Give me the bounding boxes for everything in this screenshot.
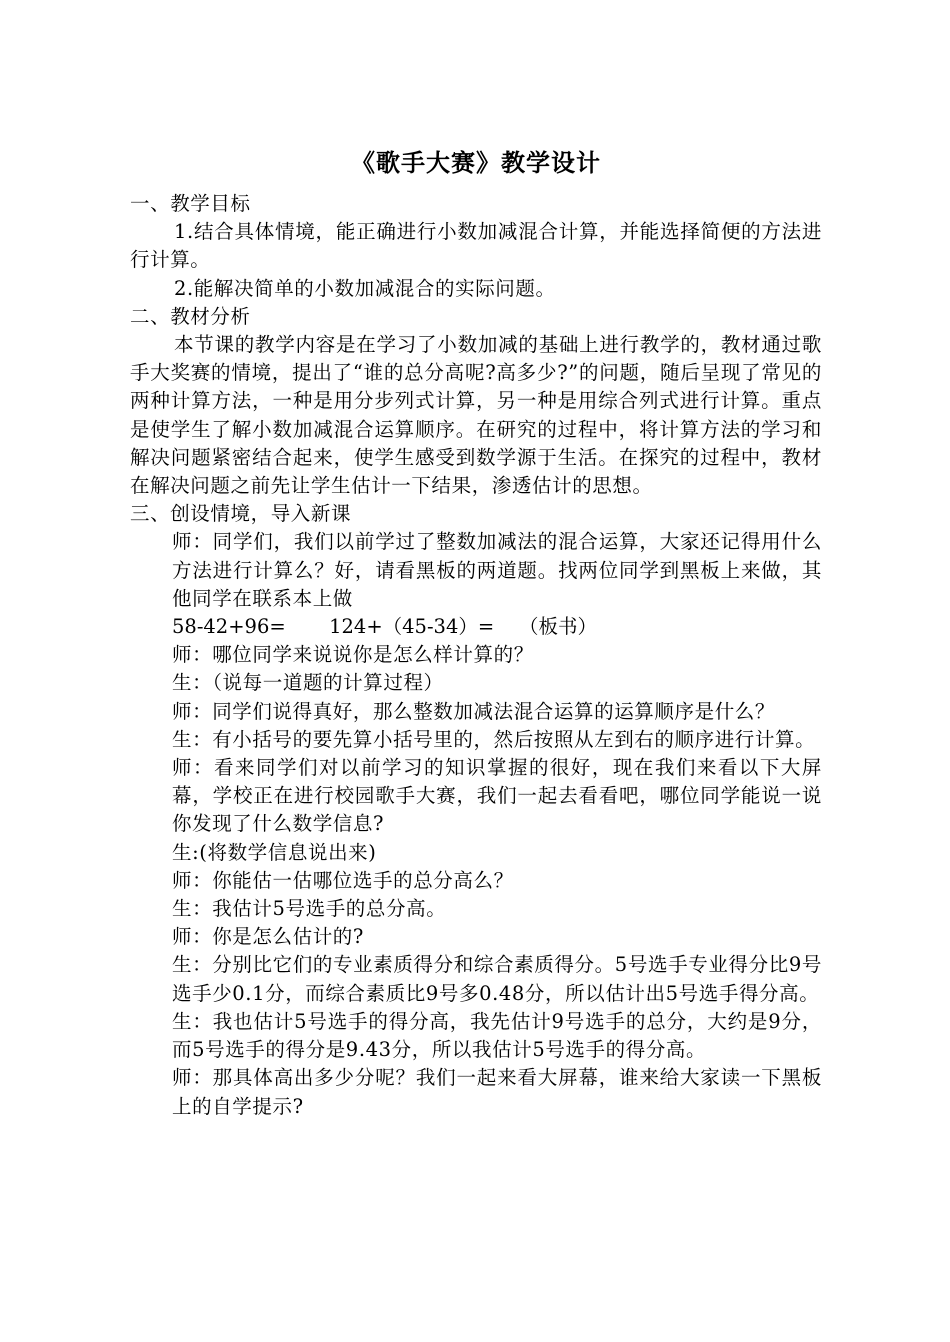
objective-2: 2.能解决简单的小数加减混合的实际问题。 (174, 276, 556, 300)
dialogue-line: 生：（说每一道题的计算过程） (172, 671, 444, 695)
dialogue-line: 师：看来同学们对以前学习的知识掌握的很好，现在我们来看以下大屏幕，学校正在进行校园歌手大赛，我们一起去看看吧，哪位同学能说一说你发现了什么数学信息? (172, 756, 822, 836)
document-title: 《歌手大赛》教学设计 (351, 148, 601, 177)
objective-1: 1.结合具体情境，能正确进行小数加减混合计算，并能选择简便的方法进行计算。 (130, 220, 822, 272)
dialogue-line: 师：那具体高出多少分呢？我们一起来看大屏幕，谁来给大家读一下黑板上的自学提示? (172, 1066, 822, 1118)
board-formulas: 58-42+96= 124+（45-34）= （板书） (172, 615, 598, 639)
dialogue-line: 生：我也估计5号选手的得分高，我先估计9号选手的总分，大约是9分，而5号选手的得分是9.43分，所以我估计5号选手的得分高。 (172, 1009, 822, 1062)
document-page (130, 138, 822, 1121)
section-heading-intro: 三、创设情境，导入新课 (130, 502, 352, 526)
dialogue-line: 师：哪位同学来说说你是怎么样计算的？ (172, 643, 534, 667)
dialogue-line: 师：你是怎么估计的? (172, 925, 364, 949)
section-heading-objectives: 一、教学目标 (130, 192, 251, 215)
dialogue-line: 生:(将数学信息说出来) (172, 840, 377, 864)
dialogue-line: 生：我估计5号选手的总分高。 (172, 897, 447, 921)
dialogue-line: 师：同学们，我们以前学过了整数加减法的混合运算，大家还记得用什么方法进行计算么？好，请看黑板的两道题。找两位同学到黑板上来做，其他同学在联系本上做 (172, 530, 822, 610)
dialogue-line: 师：同学们说得真好，那么整数加减法混合运算的运算顺序是什么？ (172, 699, 776, 723)
dialogue-line: 师：你能估一估哪位选手的总分高么？ (172, 868, 514, 892)
analysis-paragraph: 本节课的教学内容是在学习了小数加减的基础上进行教学的，教材通过歌手大奖赛的情境，提出了“谁的总分高呢?高多少?”的问题，随后呈现了常见的两种计算方法，一种是用分步列式计算，另一种是用综合列式进行计算。重点是使学生了解小数加减混合运算顺序。在研究的过程中，将计算方法的学习和解决问题紧密结合起来，使学生感受到数学源于生活。在探究的过程中，教材在解决问题之前先让学生估计一下结果，渗透估计的思想。 (130, 333, 822, 498)
dialogue-line: 生：分别比它们的专业素质得分和综合素质得分。5号选手专业得分比9号选手少0.1分，而综合素质比9号多0.48分，所以估计出5号选手得分高。 (172, 953, 822, 1005)
section-heading-analysis: 二、教材分析 (130, 304, 251, 328)
dialogue-line: 生：有小括号的要先算小括号里的，然后按照从左到右的顺序进行计算。 (172, 727, 816, 751)
